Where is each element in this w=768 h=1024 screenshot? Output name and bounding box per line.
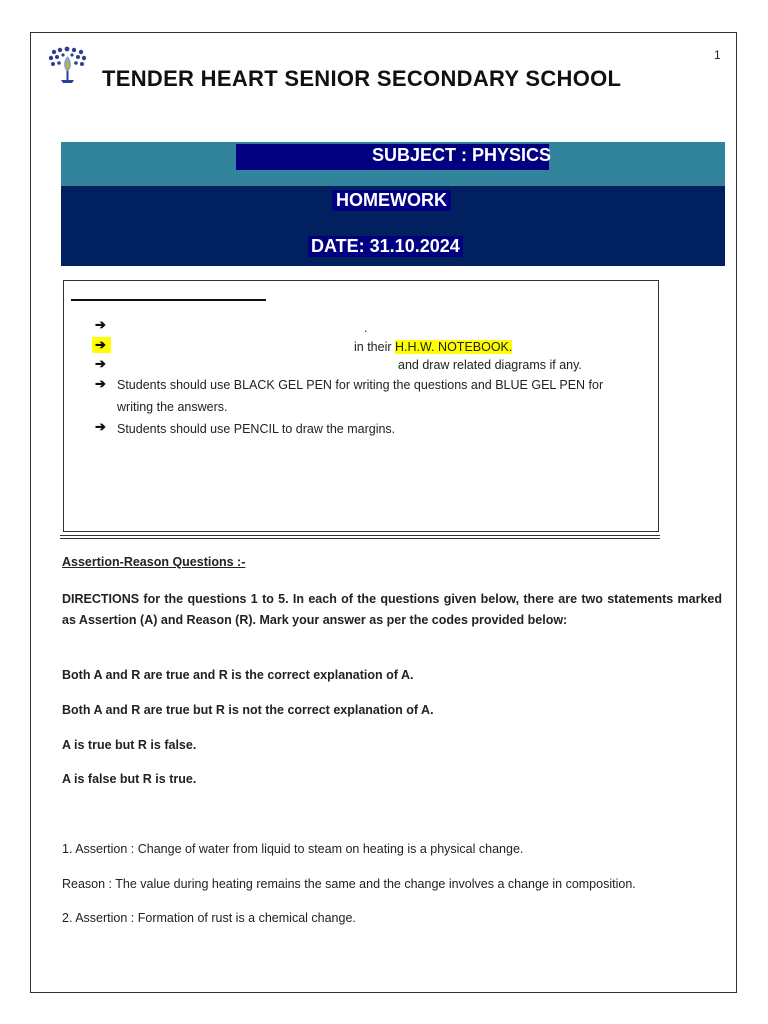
arrow-bullet-icon: ➔ (92, 337, 111, 353)
directions-text: DIRECTIONS for the questions 1 to 5. In each of the questions given below, there are two statements marked as Assertion (A) and Reason (R). Mark your answer as per the codes provided below: (62, 592, 722, 627)
instruction-item-1: . (364, 321, 368, 335)
homework-date: DATE: 31.10.2024 (308, 236, 463, 257)
code-option-2: Both A and R are true but R is not the correct explanation of A. (62, 703, 434, 717)
question-1-assertion: 1. Assertion : Change of water from liquid to steam on heating is a physical change. (62, 842, 524, 856)
subject-label: SUBJECT : PHYSICS (372, 145, 552, 165)
notebook-highlight: H.H.W. NOTEBOOK. (395, 340, 513, 354)
code-option-3: A is true but R is false. (62, 738, 197, 752)
instruction-item-3: and draw related diagrams if any. (398, 358, 582, 372)
arrow-bullet-icon: ➔ (95, 356, 106, 371)
instruction-item-4: Students should use BLACK GEL PEN for writing the questions and BLUE GEL PEN for (117, 378, 604, 392)
instructions-heading-underline (71, 299, 266, 301)
code-option-1: Both A and R are true and R is the correct explanation of A. (62, 668, 414, 682)
school-title: TENDER HEART SENIOR SECONDARY SCHOOL (102, 66, 622, 91)
arrow-bullet-icon: ➔ (95, 317, 106, 332)
homework-title: HOMEWORK (332, 190, 451, 211)
instruction-item-4-continued: writing the answers. (117, 400, 228, 414)
school-crest-logo (46, 44, 90, 86)
arrow-bullet-icon: ➔ (95, 419, 106, 434)
divider-line (60, 538, 660, 539)
arrow-bullet-icon: ➔ (95, 376, 106, 391)
question-2-assertion: 2. Assertion : Formation of rust is a chemical change. (62, 911, 356, 925)
instruction-item-5: Students should use PENCIL to draw the margins. (117, 422, 396, 436)
instruction-item-2-text: in their (354, 340, 395, 354)
instruction-item-2 (354, 337, 512, 357)
divider-line (60, 535, 660, 536)
code-option-4: A is false but R is true. (62, 772, 197, 786)
page-number: 1 (714, 48, 721, 62)
section-heading: Assertion-Reason Questions :- (62, 555, 246, 569)
question-1-reason: Reason : The value during heating remains the same and the change involves a change in composition. (62, 877, 636, 891)
